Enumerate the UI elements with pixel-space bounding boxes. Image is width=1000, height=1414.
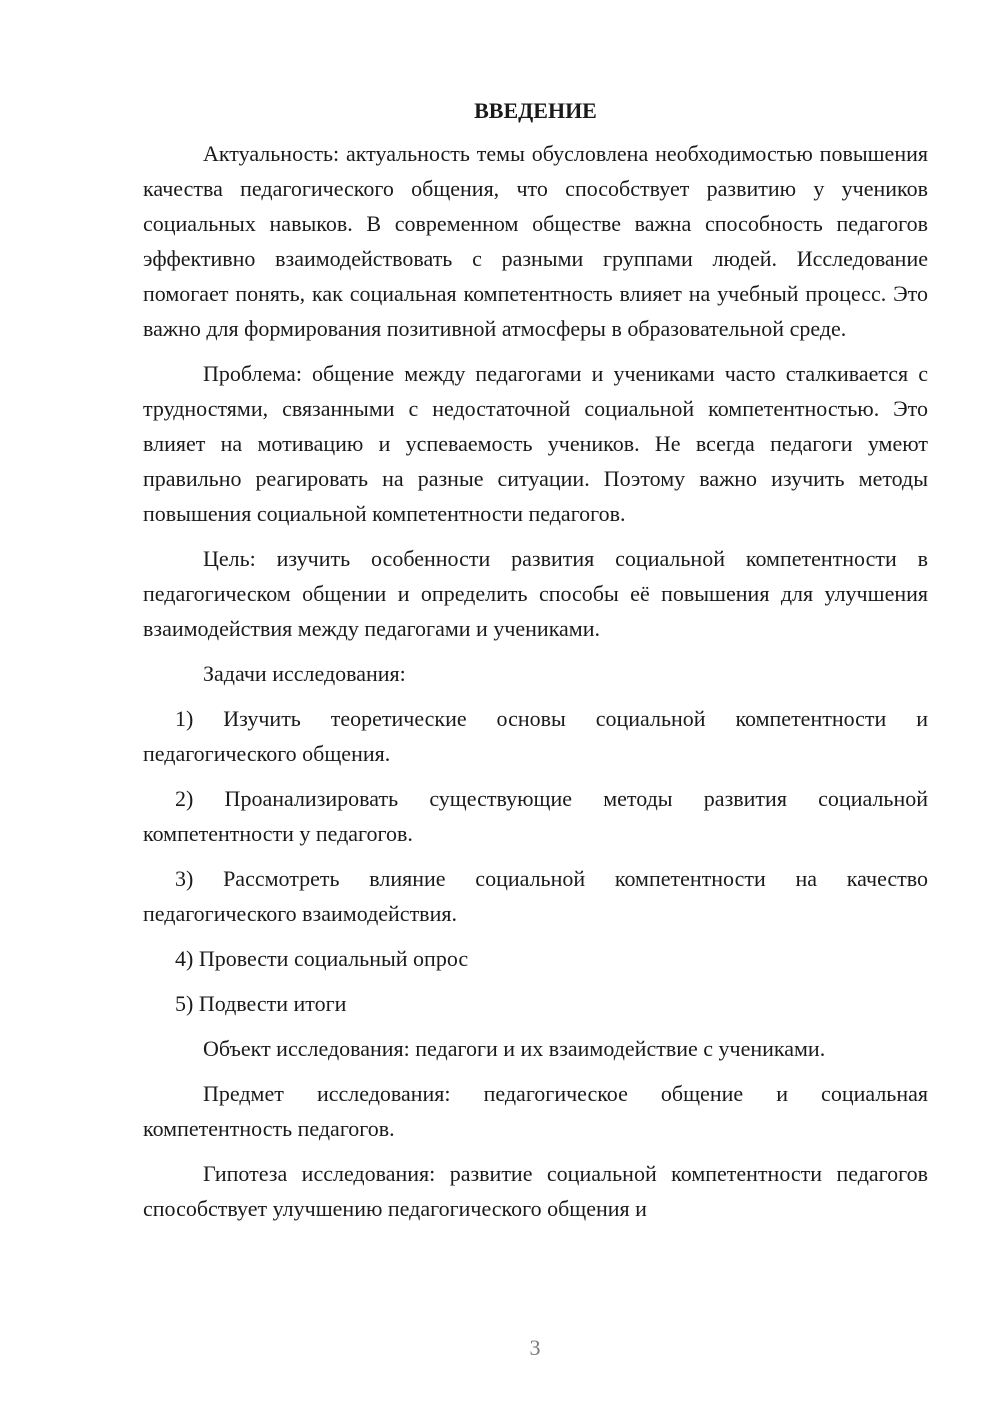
- tasks-heading: Задачи исследования:: [203, 661, 406, 686]
- page-content: [143, 96, 928, 1236]
- page-number: 3: [529, 1335, 541, 1360]
- object-paragraph: Объект исследования: педагоги и их взаимодействие с учениками.: [203, 1036, 826, 1061]
- relevance-paragraph: Актуальность: актуальность темы обусловлена необходимостью повышения качества педагогического общения, что способствует развитию у учеников социальных навыков. В современном обществе важна способность педагогов эффективно взаимодействовать с разными группами людей. Исследование помогает понять, как социальная компетентность влияет на учебный процесс. Это важно для формирования позитивной атмосферы в образовательной среде.: [143, 141, 928, 341]
- goal-paragraph: Цель: изучить особенности развития социальной компетентности в педагогическом общении и определить способы её повышения для улучшения взаимодействия между педагогами и учениками.: [143, 546, 928, 641]
- hypothesis-paragraph: Гипотеза исследования: развитие социальной компетентности педагогов способствует улучшению педагогического общения и: [143, 1161, 928, 1221]
- task-item-2: 2) Проанализировать существующие методы развития социальной компетентности у педагогов.: [143, 786, 928, 846]
- problem-paragraph: Проблема: общение между педагогами и учениками часто сталкивается с трудностями, связанными с недостаточной социальной компетентностью. Это влияет на мотивацию и успеваемость учеников. Не всегда педагоги умеют правильно реагировать на разные ситуации. Поэтому важно изучить методы повышения социальной компетентности педагогов.: [143, 361, 928, 526]
- task-item-5: 5) Подвести итоги: [175, 991, 347, 1016]
- page-title: ВВЕДЕНИЕ: [474, 98, 597, 123]
- subject-paragraph: Предмет исследования: педагогическое общение и социальная компетентность педагогов.: [143, 1081, 928, 1141]
- task-item-3: 3) Рассмотреть влияние социальной компетентности на качество педагогического взаимодействия.: [143, 866, 928, 926]
- task-item-4: 4) Провести социальный опрос: [175, 946, 469, 971]
- task-item-1: 1) Изучить теоретические основы социальной компетентности и педагогического общения.: [143, 706, 928, 766]
